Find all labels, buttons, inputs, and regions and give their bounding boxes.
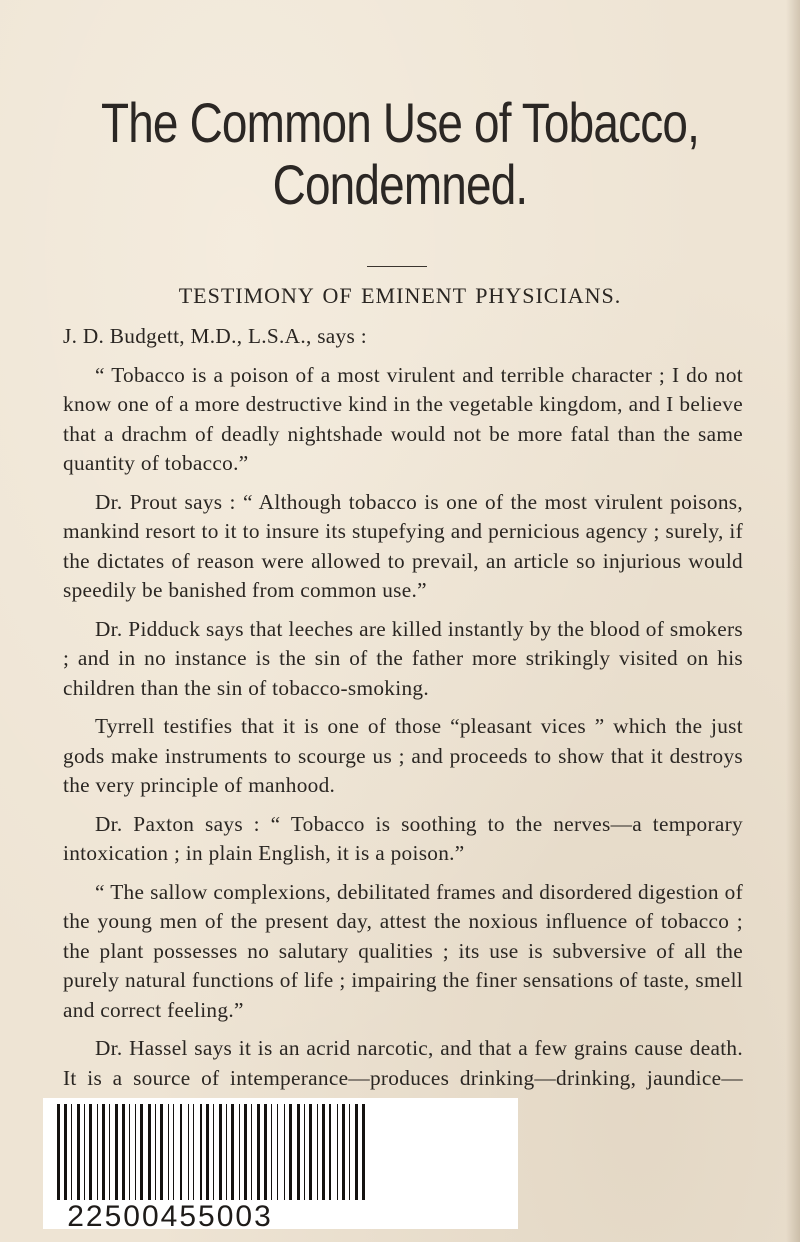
paragraph-prout: Dr. Prout says : “ Although tobacco is one of the most virulent poisons, mankind resort to it to insure its stupefying and pernicious agency ; surely, if the dictates of reason were allowed to prevail, an article so injurious would speedily be banished from common use.” <box>63 489 743 602</box>
body-text <box>63 322 743 1123</box>
section-heading: TESTIMONY OF EMINENT PHYSICIANS. <box>178 283 622 308</box>
paragraph-tyrrell: Tyrrell testifies that it is one of those “pleasant vices ” which the just gods make instruments to scourge us ; and proceeds to show that it destroys the very principle of manhood. <box>63 714 743 797</box>
page-title <box>72 92 728 216</box>
paragraph-sallow-complexions: “ The sallow complexions, debilitated frames and disordered digestion of the young men of the present day, attest the noxious influence of tobacco ; the plant possesses no salutary qualities ; its use is subversive of all the purely natural functions of life ; impairing the finer sensations of taste, smell and correct feeling.” <box>63 879 743 1022</box>
paragraph-pidduck: Dr. Pidduck says that leeches are killed instantly by the blood of smokers ; and in no instance is the sin of the father more strikingly visited on his children than the sin of tobacco-smoking. <box>63 616 743 700</box>
title-divider <box>367 266 427 267</box>
title-line-2: Condemned. <box>272 153 528 216</box>
paragraph-hassel: Dr. Hassel says it is an acrid narcotic, and that a few grains cause death. It is a source of intemperance—produces drinking—drinking, jaundice— <box>63 1036 743 1090</box>
barcode-icon <box>43 1098 518 1203</box>
title-line-1: The Common Use of Tobacco, <box>100 91 700 154</box>
paragraph-budgett-attribution: J. D. Budgett, M.D., L.S.A., says : <box>63 324 367 348</box>
paragraph-paxton: Dr. Paxton says : “ Tobacco is soothing to the nerves—a temporary intoxication ; in plain English, it is a poison.” <box>63 811 743 865</box>
barcode-number: 22500455003 <box>67 1200 273 1233</box>
paragraph-budgett-quote: “ Tobacco is a poison of a most virulent and terrible character ; I do not know one of a more destructive kind in the vegetable kingdom, and I believe that a drachm of deadly nightshade would not be more fatal than the same quantity of tobacco.” <box>63 362 743 475</box>
page-edge-shadow <box>786 0 800 1242</box>
